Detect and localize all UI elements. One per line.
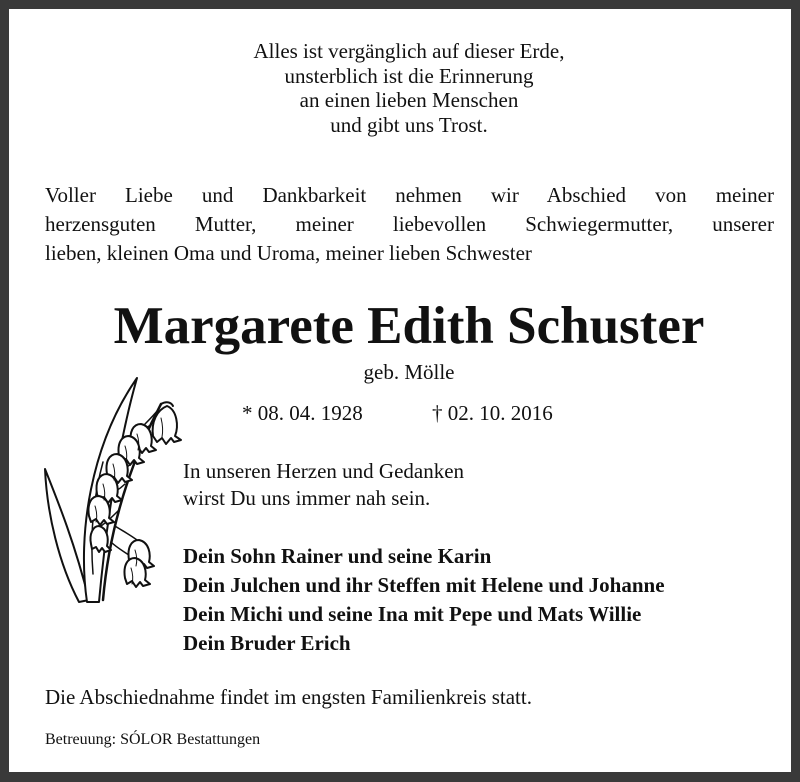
mourner-line: Dein Bruder Erich (183, 631, 351, 655)
funeral-home-credit: Betreuung: SÓLOR Bestattungen (45, 731, 261, 748)
mourner-line: Dein Michi und seine Ina mit Pepe und Mats Willie (183, 602, 642, 626)
deceased-name: Margarete Edith Schuster (113, 297, 705, 355)
intro-line: Voller Liebe und Dankbarkeit nehmen wir Abschied von meiner (45, 183, 774, 207)
farewell-intro (45, 181, 774, 268)
intro-line: lieben, kleinen Oma und Uroma, meiner lieben Schwester (45, 241, 532, 265)
mourner-line: Dein Sohn Rainer und seine Karin (183, 544, 492, 568)
birth-date: * 08. 04. 1928 (242, 401, 363, 425)
lily-of-the-valley-icon (41, 374, 187, 606)
death-date: † 02. 10. 2016 (432, 401, 553, 425)
poem-line: Alles ist vergänglich auf dieser Erde, (253, 39, 565, 63)
poem-line: und gibt uns Trost. (330, 112, 488, 137)
comfort-line: wirst Du uns immer nah sein. (183, 486, 431, 510)
intro-line: herzensguten Mutter, meiner liebevollen Schwiegermutter, unserer (45, 212, 774, 236)
maiden-name: geb. Mölle (363, 360, 455, 384)
comfort-line: In unseren Herzen und Gedanken (183, 459, 465, 483)
poem-line: an einen lieben Menschen (299, 88, 519, 112)
memorial-poem (9, 39, 800, 137)
farewell-note: Die Abschiednahme findet im engsten Familienkreis statt. (45, 685, 532, 709)
poem-line: unsterblich ist die Erinnerung (284, 63, 534, 88)
mourner-line: Dein Julchen und ihr Steffen mit Helene und Johanne (183, 573, 665, 597)
comfort-message (183, 458, 464, 512)
mourners-list (183, 542, 665, 658)
